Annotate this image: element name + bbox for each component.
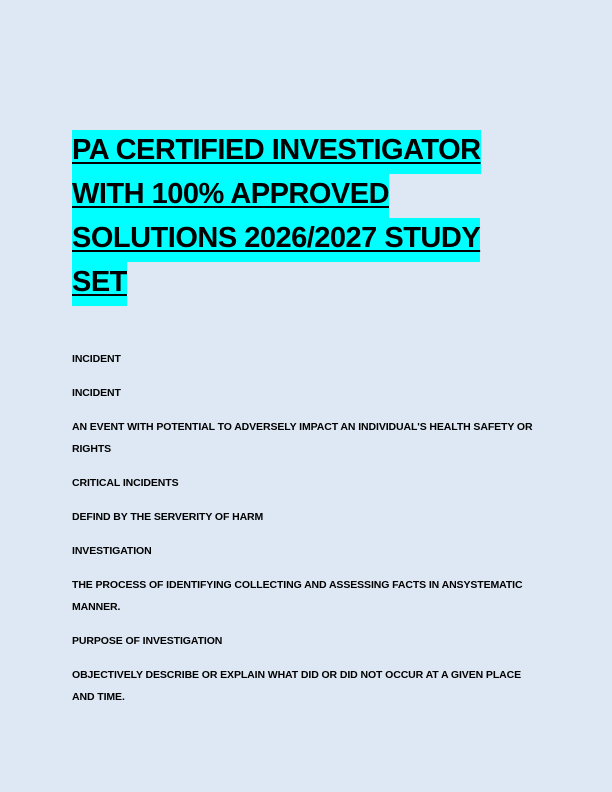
title-line: SET — [72, 262, 127, 306]
term-incident: INCIDENT — [72, 387, 121, 399]
definition-critical-incidents: DEFIND BY THE SERVERITY OF HARM — [72, 511, 264, 523]
document-body — [72, 348, 542, 720]
definition-incident: AN EVENT WITH POTENTIAL TO ADVERSELY IMPACT AN INDIVIDUAL'S HEALTH SAFETY OR RIGHTS — [72, 421, 533, 455]
definition-investigation: THE PROCESS OF IDENTIFYING COLLECTING AND ASSESSING FACTS IN ANSYSTEMATIC MANNER. — [72, 579, 523, 613]
title-line: SOLUTIONS 2026/2027 STUDY — [72, 218, 480, 262]
term-incident: INCIDENT — [72, 353, 121, 365]
term-critical-incidents: CRITICAL INCIDENTS — [72, 477, 179, 489]
document-title — [72, 130, 542, 306]
title-line: PA CERTIFIED INVESTIGATOR — [72, 130, 481, 174]
term-investigation: INVESTIGATION — [72, 545, 152, 557]
term-purpose-of-investigation: PURPOSE OF INVESTIGATION — [72, 635, 223, 647]
definition-purpose-of-investigation: OBJECTIVELY DESCRIBE OR EXPLAIN WHAT DID OR DID NOT OCCUR AT A GIVEN PLACE AND TIME. — [72, 669, 521, 703]
title-line: WITH 100% APPROVED — [72, 174, 389, 218]
